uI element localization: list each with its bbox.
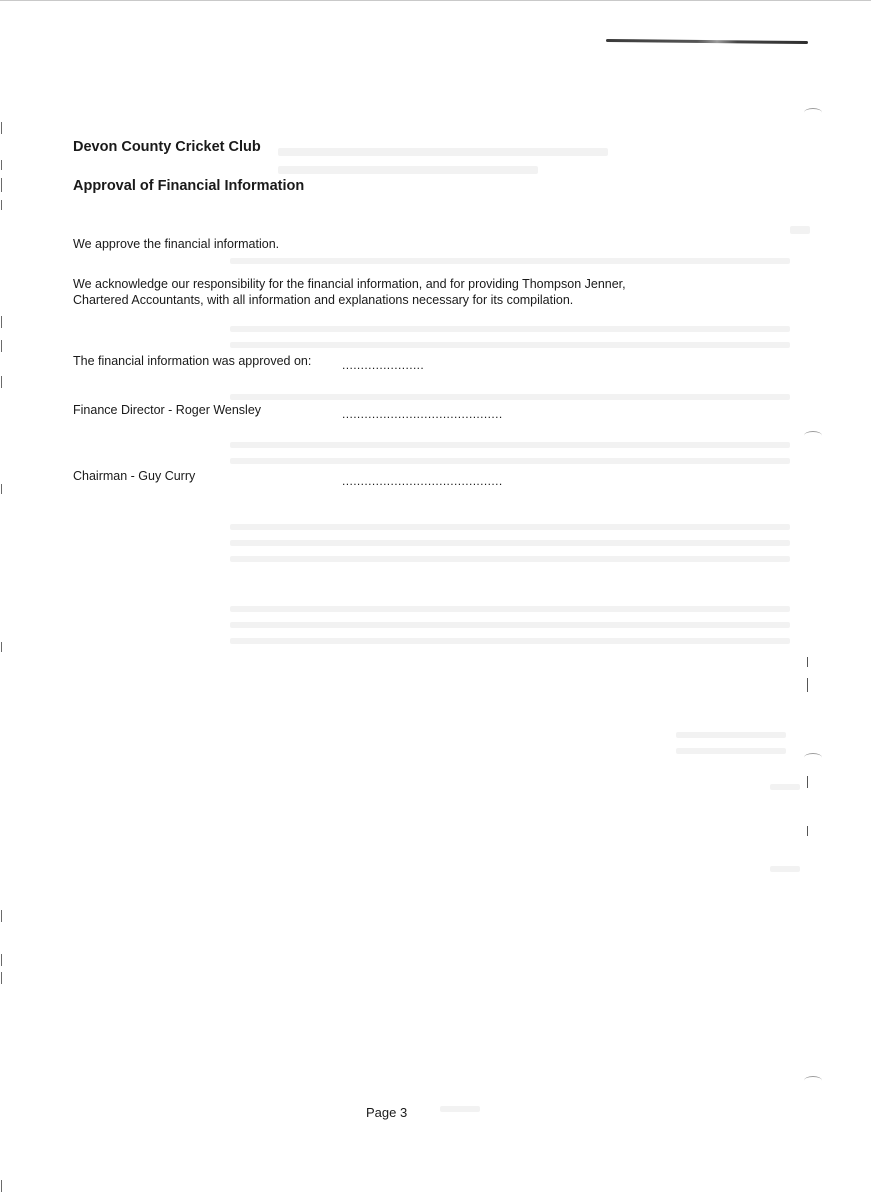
bleed-through [278, 148, 608, 156]
bleed-through [676, 748, 786, 754]
chairman-signature-line: ........................................... [342, 474, 503, 488]
bleed-through [770, 784, 800, 790]
scan-edge-mark [807, 657, 808, 667]
scan-edge-mark [807, 826, 808, 836]
bleed-through [230, 540, 790, 546]
bleed-through [230, 556, 790, 562]
bleed-through [770, 866, 800, 872]
scan-page-curl [804, 108, 822, 117]
scan-edge-mark [1, 1180, 2, 1192]
approval-date-label: The financial information was approved on: [73, 354, 312, 368]
scan-edge-mark [1, 972, 2, 984]
approval-statement: We approve the financial information. [73, 237, 280, 251]
acknowledgement-paragraph [73, 276, 626, 308]
bleed-through [230, 458, 790, 464]
bleed-through [230, 258, 790, 264]
bleed-through [230, 638, 790, 644]
scan-edge-mark [1, 910, 2, 922]
acknowledgement-line-1: We acknowledge our responsibility for the financial information, and for providing Thompson Jenner, [73, 277, 626, 291]
section-title-heading: Approval of Financial Information [73, 178, 305, 194]
scan-edge-mark [1, 340, 2, 352]
finance-director-signature-line: ........................................... [342, 407, 503, 421]
scan-edge-mark [1, 122, 2, 134]
bleed-through [278, 166, 538, 174]
bleed-through [676, 732, 786, 738]
bleed-through [440, 1106, 480, 1112]
finance-director-label: Finance Director - Roger Wensley [73, 403, 262, 417]
bleed-through [230, 524, 790, 530]
scan-edge-mark [1, 316, 2, 328]
scan-edge-mark [1, 642, 2, 652]
scan-page-curl [804, 753, 822, 762]
scan-edge-mark [1, 954, 2, 966]
page-number: Page 3 [366, 1105, 408, 1120]
scan-page-curl [804, 1076, 822, 1085]
scan-edge-mark [1, 160, 2, 170]
chairman-label: Chairman - Guy Curry [73, 469, 196, 483]
acknowledgement-line-2: Chartered Accountants, with all information and explanations necessary for its compilation. [73, 293, 574, 307]
scan-edge-mark [1, 376, 2, 388]
bleed-through [230, 622, 790, 628]
scan-edge-mark [807, 678, 808, 692]
scan-edge-line [0, 0, 871, 4]
bleed-through [230, 326, 790, 332]
approval-date-signature-line: ...................... [342, 358, 425, 372]
bleed-through [230, 342, 790, 348]
scan-edge-mark [1, 178, 2, 192]
bleed-through [230, 606, 790, 612]
bleed-through [230, 442, 790, 448]
scan-edge-mark [1, 484, 2, 494]
scan-edge-mark [1, 200, 2, 210]
club-name-heading: Devon County Cricket Club [73, 139, 261, 155]
scan-page-curl [804, 431, 822, 440]
bleed-through [230, 394, 790, 400]
bleed-through [790, 226, 810, 234]
scan-edge-mark [807, 776, 808, 788]
scan-pen-stroke [606, 39, 808, 44]
